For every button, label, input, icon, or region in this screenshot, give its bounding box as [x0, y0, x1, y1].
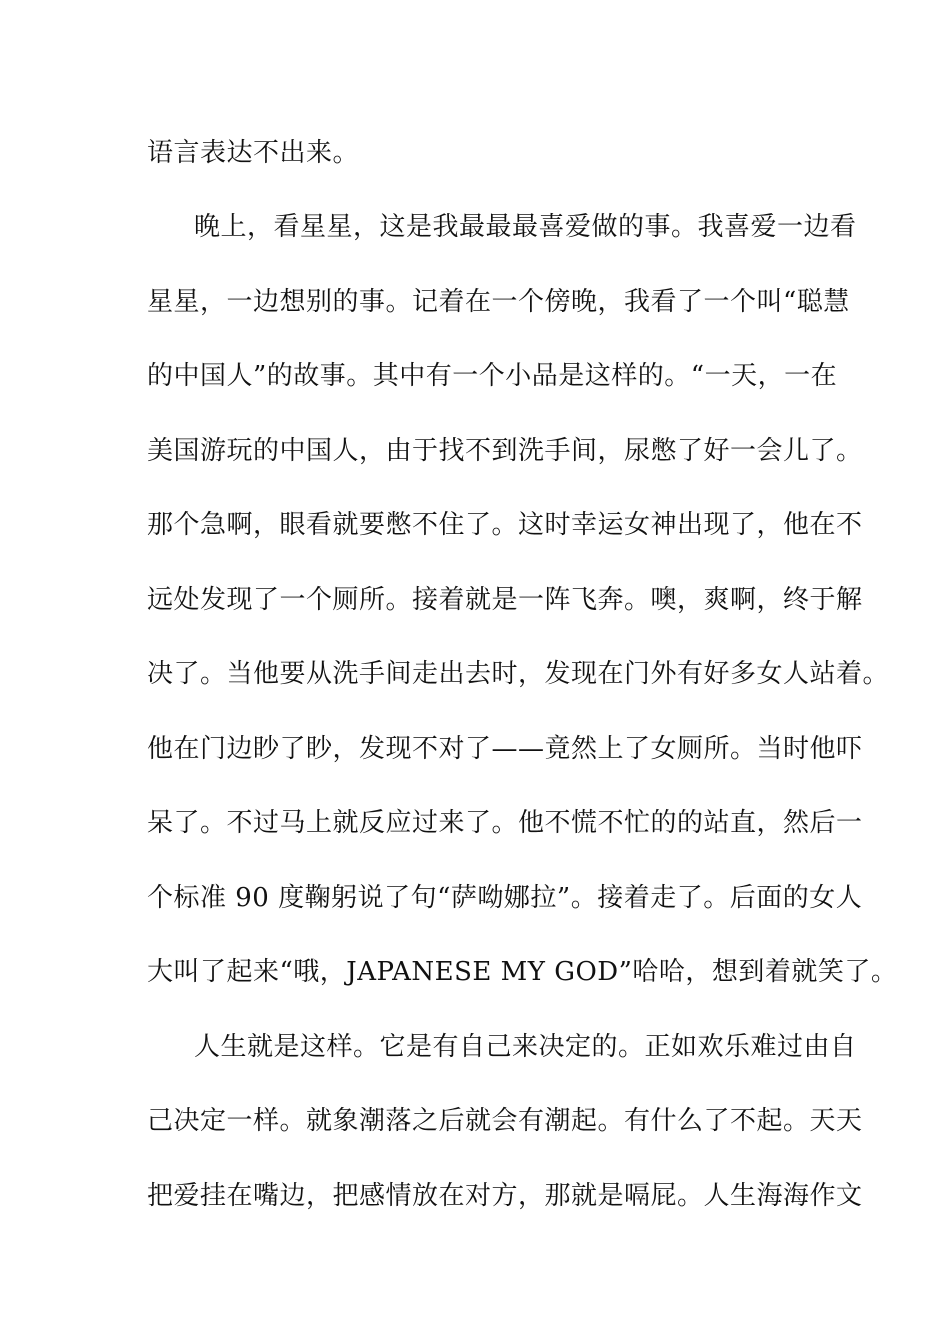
- text-line: 那个急啊，眼看就要憋不住了。这时幸运女神出现了，他在不: [147, 510, 863, 540]
- text-line: 个标准 90 度鞠躬说了句“萨呦娜拉”。接着走了。后面的女人: [147, 883, 863, 913]
- paragraph-first-line: 晚上，看星星，这是我最最最喜爱做的事。我喜爱一边看: [194, 212, 857, 242]
- text-line: 语言表达不出来。: [147, 138, 360, 168]
- text-line: 大叫了起来“哦，JAPANESE MY GOD”哈哈，想到着就笑了。: [147, 957, 898, 987]
- text-line: 决了。当他要从洗手间走出去时，发现在门外有好多女人站着。: [147, 659, 890, 689]
- paragraph-first-line: 人生就是这样。它是有自己来决定的。正如欢乐难过由自: [194, 1032, 857, 1062]
- text-line: 星星，一边想别的事。记着在一个傍晚，我看了一个叫“聪慧: [147, 287, 850, 317]
- text-line: 把爱挂在嘴边，把感情放在对方，那就是嗝屁。人生海海作文: [147, 1181, 863, 1211]
- text-line: 的中国人”的故事。其中有一个小品是这样的。“一天，一在: [147, 361, 838, 391]
- text-line: 呆了。不过马上就反应过来了。他不慌不忙的的站直，然后一: [147, 808, 863, 838]
- text-line: 他在门边眇了眇，发现不对了——竟然上了女厕所。当时他吓: [147, 734, 863, 764]
- text-line: 远处发现了一个厕所。接着就是一阵飞奔。噢，爽啊，终于解: [147, 585, 863, 615]
- text-line: 己决定一样。就象潮落之后就会有潮起。有什么了不起。天天: [147, 1106, 863, 1136]
- text-line: 美国游玩的中国人，由于找不到洗手间，尿憋了好一会儿了。: [147, 436, 863, 466]
